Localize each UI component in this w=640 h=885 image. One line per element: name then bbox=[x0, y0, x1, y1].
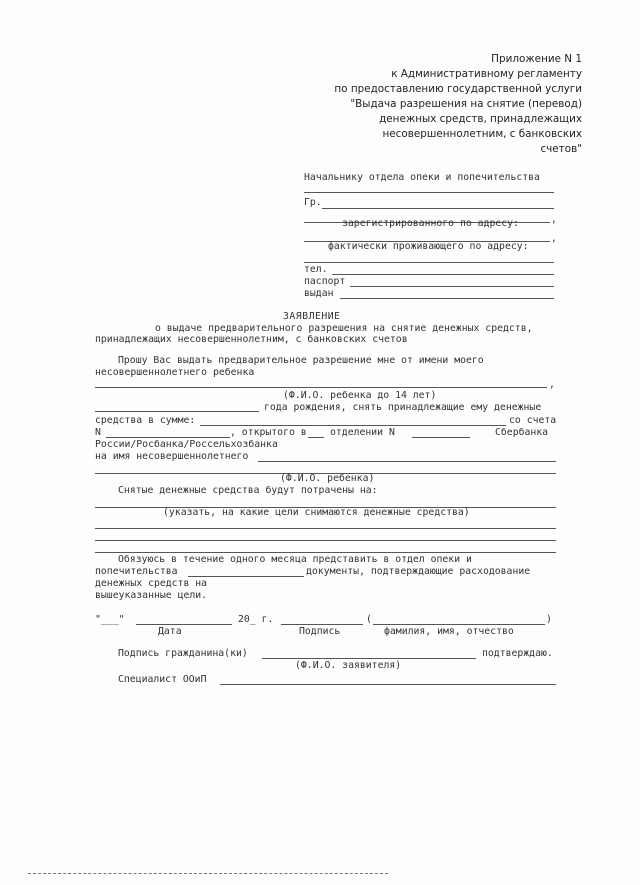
minor-name-field[interactable] bbox=[258, 461, 556, 462]
request-text: Прошу Вас выдать предварительное разрешение мне от имени моего bbox=[118, 355, 484, 366]
citizen-label: Гр. bbox=[304, 197, 322, 208]
title-line: о выдаче предварительного разрешения на снятие денежных средств, bbox=[155, 323, 533, 334]
minor-name-label: на имя несовершеннолетнего bbox=[95, 451, 249, 462]
citizen-sign-label: Подпись гражданина(ки) bbox=[118, 648, 248, 659]
spent-on-label: Снятые денежные средства будут потрачены на: bbox=[118, 485, 378, 496]
amount-field[interactable] bbox=[200, 425, 506, 426]
full-name-field[interactable] bbox=[373, 624, 545, 625]
purpose-field-2[interactable] bbox=[95, 528, 556, 529]
date-label: Дата bbox=[158, 626, 182, 637]
branch-number-field[interactable] bbox=[412, 437, 470, 438]
applicant-hint: (Ф.И.О. заявителя) bbox=[295, 660, 402, 671]
commit-text: Обязуюсь в течение одного месяца представить в отдел опеки и bbox=[118, 554, 472, 565]
appendix-line: "Выдача разрешения на снятие (перевод) bbox=[350, 98, 582, 110]
commit-field[interactable] bbox=[188, 576, 304, 577]
document-title: ЗАЯВЛЕНИЕ bbox=[283, 311, 341, 322]
applicant-name-field[interactable] bbox=[262, 658, 476, 659]
appendix-line: к Административному регламенту bbox=[391, 68, 582, 80]
date-month-field[interactable] bbox=[136, 624, 232, 625]
appendix-line: денежных средств, принадлежащих bbox=[379, 113, 582, 125]
registered-label: зарегистрированного по адресу: bbox=[342, 218, 519, 229]
issued-field[interactable] bbox=[340, 298, 554, 299]
commit-text: документы, подтверждающие расходование bbox=[306, 566, 531, 577]
amount-label: средства в сумме: bbox=[95, 415, 196, 426]
title-line: принадлежащих несовершеннолетним, с банковских счетов bbox=[95, 334, 408, 345]
commit-text: денежных средств на bbox=[95, 578, 208, 589]
specialist-label: Специалист ООиП bbox=[118, 674, 207, 685]
purpose-hint: (указать, на какие цели снимаются денежные средства) bbox=[163, 507, 470, 518]
actual-address-label: фактически проживающего по адресу: bbox=[328, 241, 529, 252]
birth-year-field[interactable] bbox=[95, 411, 259, 412]
purpose-field-4[interactable] bbox=[95, 552, 556, 553]
footer-divider bbox=[28, 873, 388, 874]
child-name-field[interactable] bbox=[95, 387, 547, 388]
appendix-line: по предоставлению государственной услуги bbox=[334, 83, 582, 95]
appendix-line: несовершеннолетним, с банковских bbox=[382, 128, 582, 140]
child-hint: (Ф.И.О. ребенка) bbox=[280, 473, 375, 484]
appendix-line: Приложение N 1 bbox=[491, 53, 582, 65]
date-day: "___" bbox=[95, 614, 125, 625]
appendix-header bbox=[322, 52, 582, 157]
actual-address-field[interactable] bbox=[304, 262, 554, 263]
account-number-field[interactable] bbox=[106, 437, 230, 438]
phone-field[interactable] bbox=[332, 274, 554, 275]
confirm-text: подтверждаю. bbox=[482, 648, 553, 659]
appendix-line: счетов" bbox=[540, 143, 582, 155]
from-account-label: со счета bbox=[509, 415, 557, 426]
fio-label: фамилия, имя, отчество bbox=[384, 626, 514, 637]
specialist-field[interactable] bbox=[220, 684, 556, 685]
branch-label: отделении N bbox=[330, 427, 395, 438]
request-text: несовершеннолетнего ребенка bbox=[95, 367, 255, 378]
phone-label: тел. bbox=[304, 264, 328, 275]
banks-label: России/Росбанка/Россельхозбанка bbox=[95, 439, 278, 450]
branch-field[interactable] bbox=[308, 437, 324, 438]
citizen-name-field[interactable] bbox=[322, 208, 554, 209]
purpose-field-3[interactable] bbox=[95, 540, 556, 541]
date-year: 20_ г. bbox=[238, 614, 274, 625]
signature-field[interactable] bbox=[281, 624, 363, 625]
passport-label: паспорт bbox=[304, 276, 346, 287]
opened-in-label: , открытого в bbox=[230, 427, 307, 438]
child-name-hint: (Ф.И.О. ребенка до 14 лет) bbox=[283, 390, 437, 401]
sberbank-label: Сбербанка bbox=[495, 427, 549, 438]
commit-text: вышеуказанные цели. bbox=[95, 590, 208, 601]
addressee-line[interactable] bbox=[304, 192, 554, 193]
passport-field[interactable] bbox=[350, 286, 554, 287]
commit-text: попечительства bbox=[95, 566, 178, 577]
account-number-label: N bbox=[95, 427, 101, 438]
sign-label: Подпись bbox=[299, 626, 341, 637]
document-page: Приложение N 1 к Административному регламенту по предоставлению государственной услуги "Выдача разрешения на снятие (перевод) денежных средств, принадлежащих несовершеннолетним, с банковских счетов" Начальнику отдела опеки и попечительства Гр. , зарегистрированного по адресу: , фактически проживающего по адресу: тел. паспорт выдан ЗАЯВЛЕНИЕ о выдаче предварительного разрешения на снятие денежных средств, принадлежащих несовершеннолетним, с банковских счетов Прошу Вас выдать предварительное разрешение мне от имени моего несовершеннолетнего ребенка , (Ф.И.О. ребенка до 14 лет) года рождения, снять принадлежащие ему денежные средства в сумме: со счета N , открытого в отделении N Сбербанка России/Росбанка/Россельхозбанка на имя несовершеннолетнего (Ф.И.О. ребенка) Снятые денежные средства будут потрачены на: (указать, на какие цели снимаются денежные средства) Обязуюсь в течение одного месяца представить в отдел опеки и попечительства документы, подтверждающие расходование денежных средств на вышеуказанные цели. "___" 20_ г. ( ) Дата Подпись фамилия, имя, отчество Подпись гражданина(ки) подтверждаю. (Ф.И.О. заявителя) Специалист ООиП bbox=[0, 0, 640, 885]
addressee-to: Начальнику отдела опеки и попечительства bbox=[304, 172, 540, 183]
issued-label: выдан bbox=[304, 288, 334, 299]
birth-year-text: года рождения, снять принадлежащие ему денежные bbox=[264, 402, 542, 413]
